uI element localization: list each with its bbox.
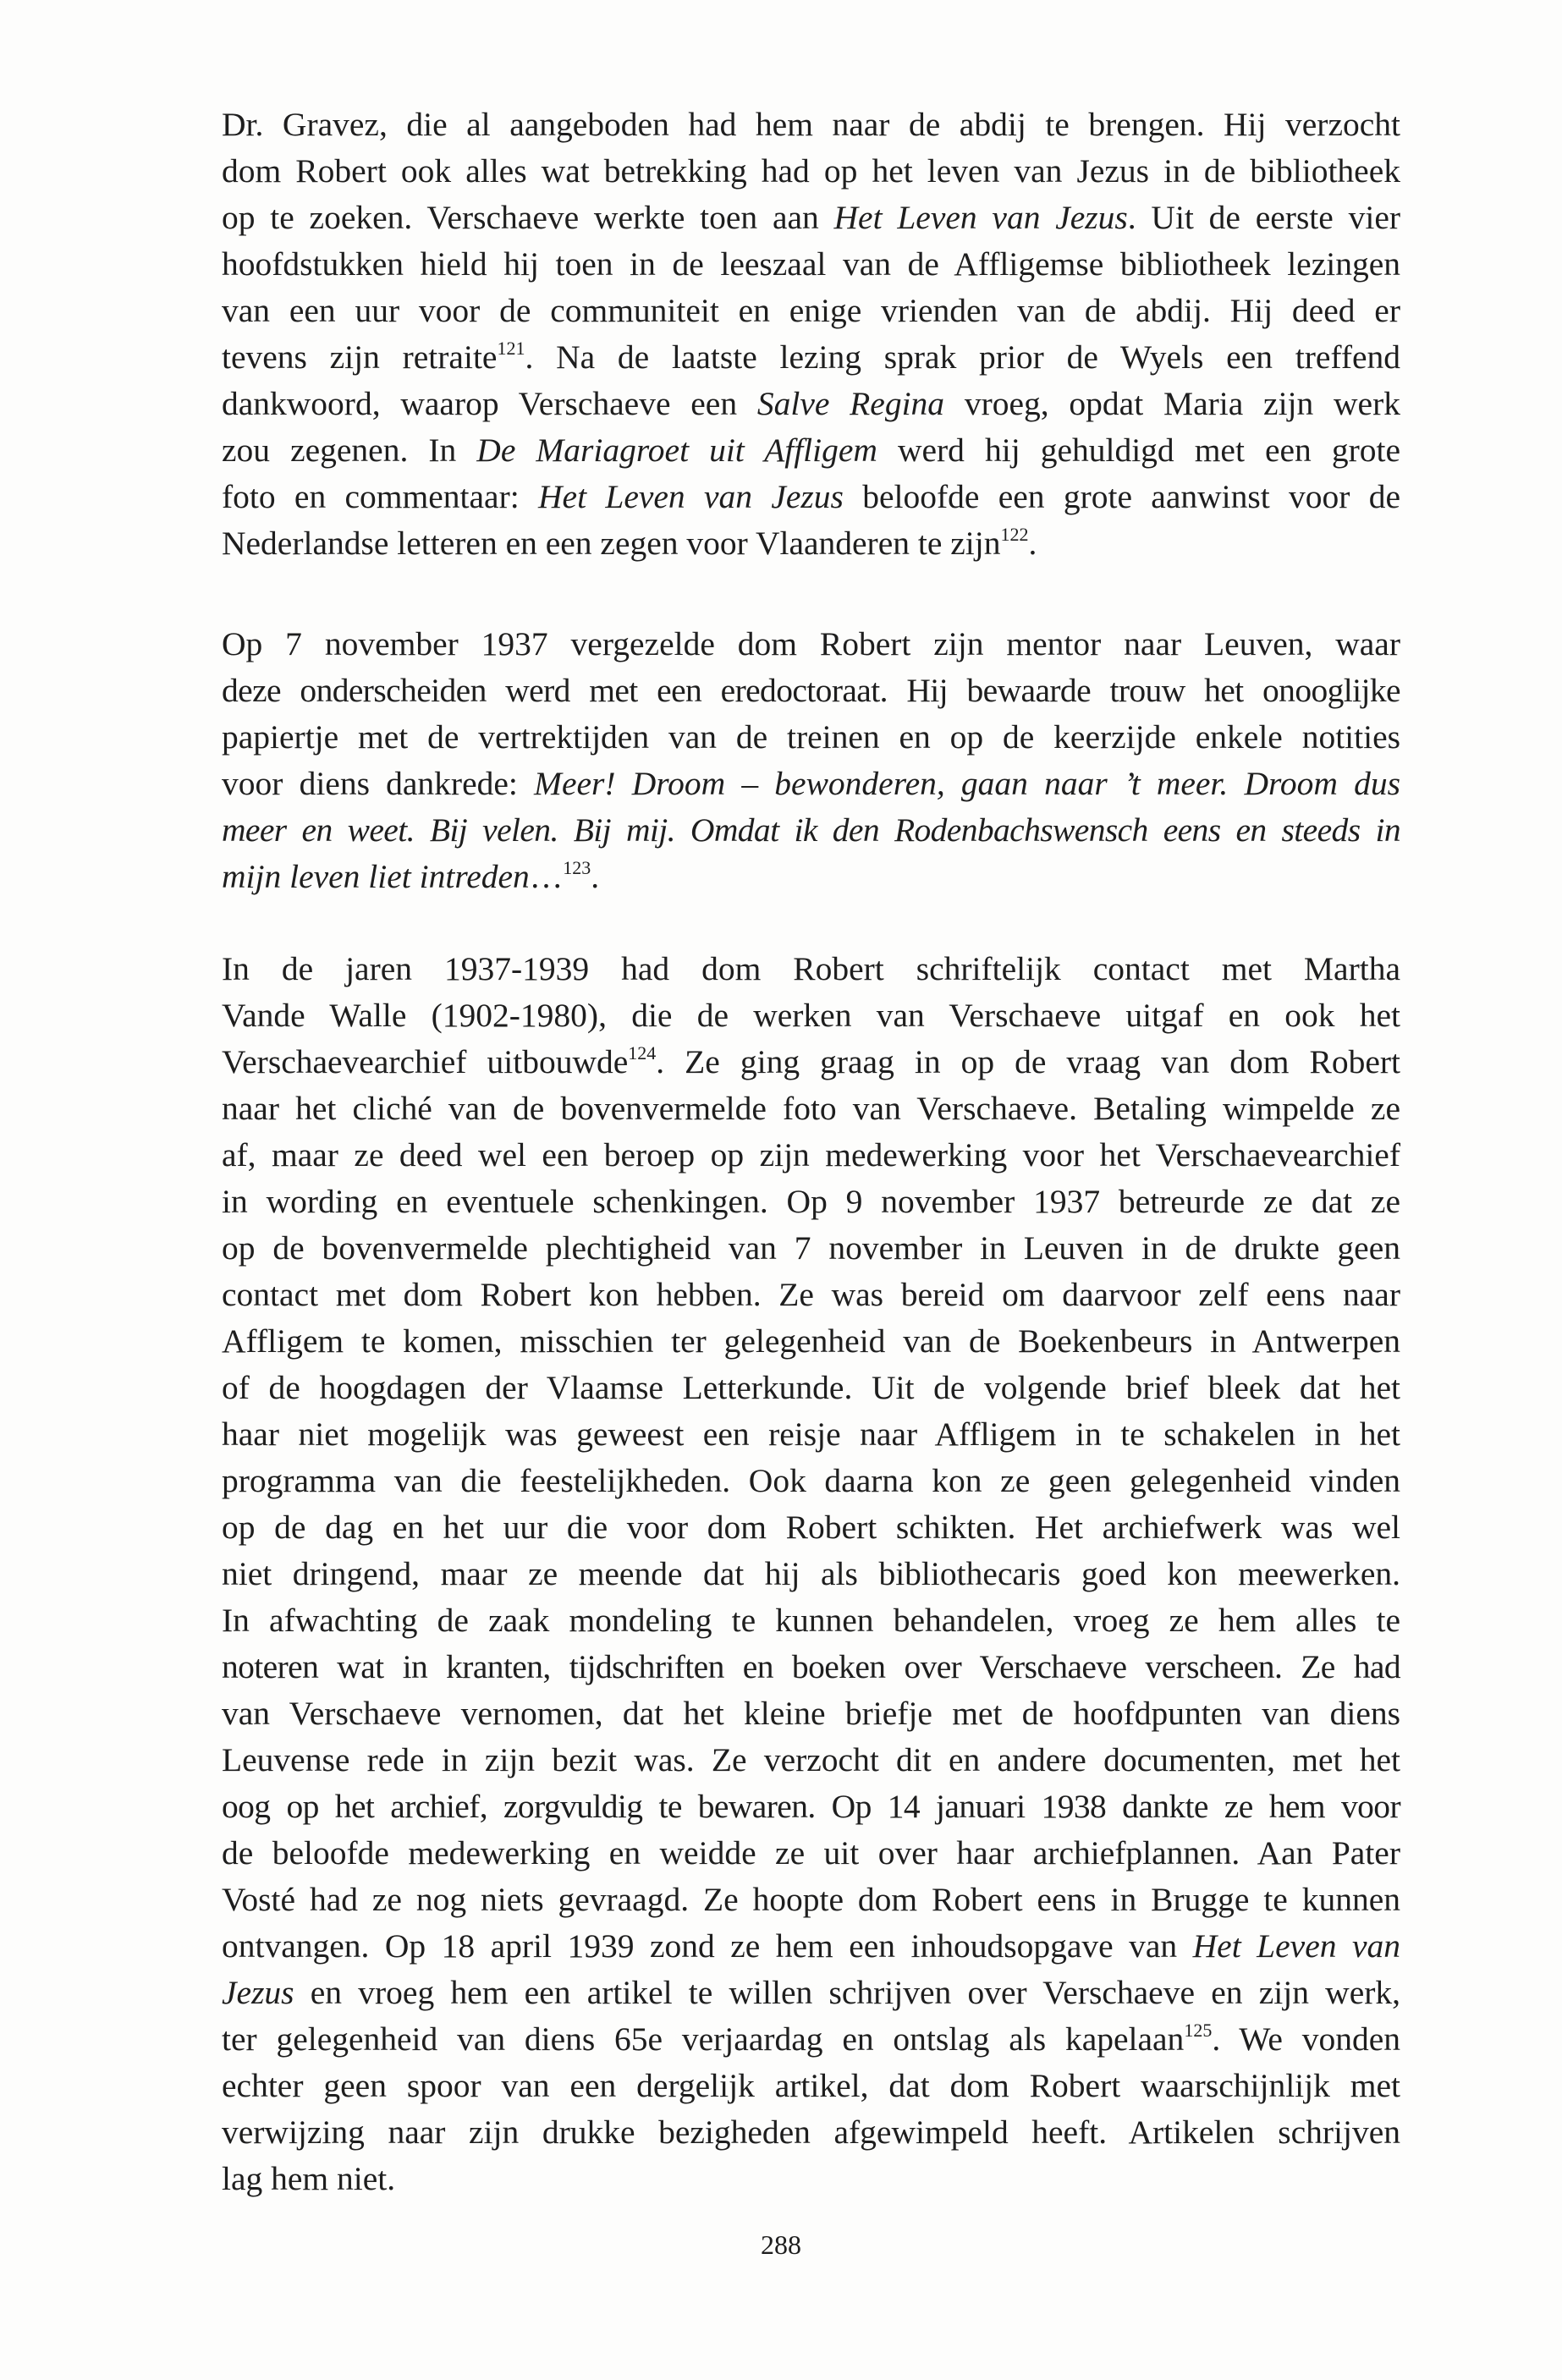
text-line xyxy=(222,992,1400,1039)
italic-text: Het Leven van Jezus xyxy=(538,478,844,515)
text-line xyxy=(222,714,1400,761)
text-run: af, maar ze deed wel een beroep op zijn medewerking voor het Verschaevearchief xyxy=(222,1136,1400,1174)
text-run: naar het cliché van de bovenvermelde foto van Verschaeve. Betaling wimpelde ze xyxy=(222,1090,1400,1127)
text-line xyxy=(222,381,1400,427)
text-line xyxy=(222,148,1400,195)
text-run: echter geen spoor van een dergelijk artikel, dat dom Robert waarschijnlijk met xyxy=(222,2067,1400,2104)
text-line xyxy=(222,288,1400,334)
text-line xyxy=(222,1923,1400,1970)
text-line xyxy=(222,668,1400,714)
text-line xyxy=(222,2063,1400,2109)
text-line xyxy=(222,520,1400,567)
italic-text: Het Leven van xyxy=(1192,1927,1400,1965)
text-line xyxy=(222,1132,1400,1179)
text-run: papiertje met de vertrektijden van de treinen en op de keerzijde enkele notities xyxy=(222,718,1400,756)
text-run: Leuvense rede in zijn bezit was. Ze verzocht dit en andere documenten, met het xyxy=(222,1741,1400,1778)
text-run: tevens zijn retraite xyxy=(222,338,498,376)
text-line xyxy=(222,2016,1400,2063)
footnote-ref: 122 xyxy=(1000,524,1029,545)
text-line xyxy=(222,1737,1400,1784)
text-line xyxy=(222,1272,1400,1318)
text-line xyxy=(222,195,1400,241)
italic-text: Meer! Droom – bewonderen, gaan naar ’t meer. Droom dus xyxy=(534,765,1400,802)
footnote-ref: 124 xyxy=(628,1042,657,1064)
text-run: . Na de laatste lezing sprak prior de Wyels een treffend xyxy=(525,338,1400,376)
italic-text: De Mariagroet uit Affligem xyxy=(476,431,877,469)
text-run: . xyxy=(1028,525,1037,562)
text-run: . We vonden xyxy=(1212,2020,1400,2058)
text-line xyxy=(222,761,1400,807)
text-run: werd hij gehuldigd met een grote xyxy=(877,431,1400,469)
paragraph-1 xyxy=(222,102,1400,567)
text-run: voor diens dankrede: xyxy=(222,765,535,802)
text-line xyxy=(222,474,1400,520)
text-line xyxy=(222,1039,1400,1086)
text-run: van een uur voor de communiteit en enige vrienden van de abdij. Hij deed er xyxy=(222,292,1400,329)
text-line xyxy=(222,854,1400,900)
text-run: Affligem te komen, misschien ter gelegenheid van de Boekenbeurs in Antwerpen xyxy=(222,1322,1400,1360)
text-run: in wording en eventuele schenkingen. Op 9 november 1937 betreurde ze dat ze xyxy=(222,1183,1400,1220)
text-line xyxy=(222,241,1400,288)
text-run: Dr. Gravez, die al aangeboden had hem naar de abdij te brengen. Hij verzocht xyxy=(222,106,1400,143)
text-run: contact met dom Robert kon hebben. Ze was bereid om daarvoor zelf eens naar xyxy=(222,1276,1400,1313)
paragraph-3 xyxy=(222,946,1400,2202)
italic-text: meer en weet. Bij velen. Bij mij. Omdat ik den Rodenbachswensch eens en steeds in xyxy=(222,811,1400,849)
text-run: . Uit de eerste vier xyxy=(1127,199,1400,236)
italic-text: Jezus xyxy=(222,1974,294,2011)
text-run: hoofdstukken hield hij toen in de leeszaal van de Affligemse bibliotheek lezingen xyxy=(222,245,1400,283)
text-run: op de bovenvermelde plechtigheid van 7 november in Leuven in de drukte geen xyxy=(222,1229,1400,1267)
text-run: Nederlandse letteren en een zegen voor Vlaanderen te zijn xyxy=(222,525,1001,562)
text-run: Vosté had ze nog niets gevraagd. Ze hoopte dom Robert eens in Brugge te kunnen xyxy=(222,1881,1400,1918)
text-line xyxy=(222,1830,1400,1877)
text-run: In afwachting de zaak mondeling te kunnen behandelen, vroeg ze hem alles te xyxy=(222,1602,1400,1639)
text-line xyxy=(222,334,1400,381)
text-line xyxy=(222,1690,1400,1737)
text-run: en vroeg hem een artikel te willen schrijven over Verschaeve en zijn werk, xyxy=(294,1974,1400,2011)
text-run: ter gelegenheid van diens 65e verjaardag en ontslag als kapelaan xyxy=(222,2020,1185,2058)
text-run: ontvangen. Op 18 april 1939 zond ze hem een inhoudsopgave van xyxy=(222,1927,1193,1965)
page-number: 288 xyxy=(761,2229,801,2260)
text-line xyxy=(222,1877,1400,1923)
text-line xyxy=(222,621,1400,668)
text-run: . Ze ging graag in op de vraag van dom Robert xyxy=(656,1043,1400,1080)
text-line xyxy=(222,1318,1400,1365)
text-run: Vande Walle (1902-1980), die de werken van Verschaeve uitgaf en ook het xyxy=(222,997,1400,1034)
text-run: vroeg, opdat Maria zijn werk xyxy=(944,385,1400,422)
text-run: haar niet mogelijk was geweest een reisje naar Affligem in te schakelen in het xyxy=(222,1415,1400,1453)
text-run: deze onderscheiden werd met een eredoctoraat. Hij bewaarde trouw het onooglijke xyxy=(222,672,1400,709)
text-line xyxy=(222,427,1400,474)
text-line xyxy=(222,807,1400,854)
italic-text: Het Leven van Jezus xyxy=(833,199,1128,236)
text-line xyxy=(222,2109,1400,2156)
footnote-ref: 125 xyxy=(1184,2020,1213,2041)
text-run: Verschaevearchief uitbouwde xyxy=(222,1043,629,1080)
text-run: niet dringend, maar ze meende dat hij als bibliothecaris goed kon meewerken. xyxy=(222,1555,1400,1592)
text-line xyxy=(222,1970,1400,2016)
text-line xyxy=(222,1225,1400,1272)
italic-text: mijn leven liet intreden xyxy=(222,858,530,895)
text-run: van Verschaeve vernomen, dat het kleine briefje met de hoofdpunten van diens xyxy=(222,1695,1400,1732)
footnote-ref: 123 xyxy=(563,857,591,878)
text-line xyxy=(222,1504,1400,1551)
paragraph-2 xyxy=(222,621,1400,900)
text-line xyxy=(222,946,1400,992)
text-line xyxy=(222,2156,1400,2202)
text-line xyxy=(222,1597,1400,1644)
footnote-ref: 121 xyxy=(497,338,525,359)
text-run: programma van die feestelijkheden. Ook daarna kon ze geen gelegenheid vinden xyxy=(222,1462,1400,1499)
text-run: dankwoord, waarop Verschaeve een xyxy=(222,385,757,422)
text-run: op te zoeken. Verschaeve werkte toen aan xyxy=(222,199,834,236)
text-line xyxy=(222,1365,1400,1411)
text-run: noteren wat in kranten, tijdschriften en boeken over Verschaeve verscheen. Ze had xyxy=(222,1648,1400,1685)
text-run: zou zegenen. In xyxy=(222,431,477,469)
text-line xyxy=(222,1644,1400,1690)
text-run: verwijzing naar zijn drukke bezigheden afgewimpeld heeft. Artikelen schrijven xyxy=(222,2113,1400,2151)
text-line xyxy=(222,1411,1400,1458)
text-line xyxy=(222,1086,1400,1132)
text-run: beloofde een grote aanwinst voor de xyxy=(843,478,1401,515)
text-line xyxy=(222,1551,1400,1597)
italic-text: Salve Regina xyxy=(756,385,945,422)
text-line xyxy=(222,102,1400,148)
text-run: … xyxy=(529,858,564,895)
text-run: of de hoogdagen der Vlaamse Letterkunde. Uit de volgende brief bleek dat het xyxy=(222,1369,1400,1406)
text-run: dom Robert ook alles wat betrekking had op het leven van Jezus in de bibliotheek xyxy=(222,152,1400,190)
text-line xyxy=(222,1179,1400,1225)
text-run: de beloofde medewerking en weidde ze uit over haar archiefplannen. Aan Pater xyxy=(222,1834,1400,1872)
text-run: foto en commentaar: xyxy=(222,478,539,515)
text-line xyxy=(222,1458,1400,1504)
text-run: Op 7 november 1937 vergezelde dom Robert zijn mentor naar Leuven, waar xyxy=(222,625,1400,662)
text-run: lag hem niet. xyxy=(222,2160,396,2197)
text-run: In de jaren 1937-1939 had dom Robert schriftelijk contact met Martha xyxy=(222,950,1400,987)
text-run: . xyxy=(591,858,600,895)
text-run: op de dag en het uur die voor dom Robert schikten. Het archiefwerk was wel xyxy=(222,1509,1400,1546)
text-run: oog op het archief, zorgvuldig te bewaren. Op 14 januari 1938 dankte ze hem voor xyxy=(222,1788,1400,1825)
text-line xyxy=(222,1784,1400,1830)
